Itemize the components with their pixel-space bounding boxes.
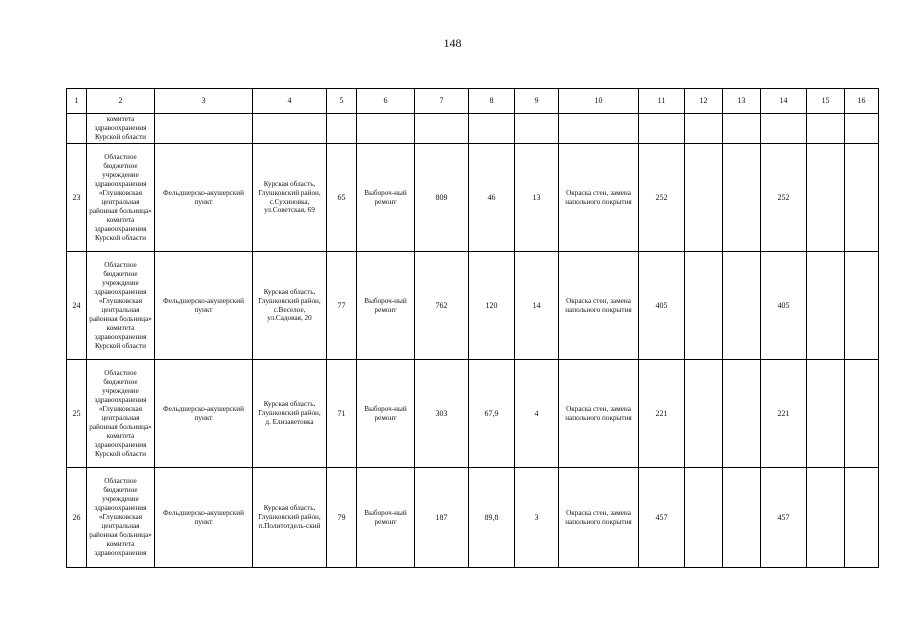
col5-cell [327,114,357,144]
works-cell: Окраска стен, замена напольного покрытия [559,360,639,468]
col7-cell: 762 [415,252,469,360]
col8-cell: 120 [469,252,515,360]
col8-cell: 89,8 [469,468,515,568]
organization-cell: Областное бюджетное учреждение здравоохранения «Глушковская центральная районная больница» комитета здравоохранения Курской области [87,144,155,252]
col16-cell [845,144,879,252]
works-cell: Окраска стен, замена напольного покрытия [559,144,639,252]
col13-cell [723,144,761,252]
col7-cell: 809 [415,144,469,252]
table-header-row [67,89,879,114]
organization-cell: Областное бюджетное учреждение здравоохранения «Глушковская центральная районная больница» комитета здравоохранения [87,468,155,568]
work-type-cell: Выбороч-ный ремонт [357,468,415,568]
col14-cell: 221 [761,360,807,468]
col14-cell: 457 [761,468,807,568]
work-type-cell: Выбороч-ный ремонт [357,252,415,360]
col12-cell [685,252,723,360]
address-cell: Курская область, Глушковский район, п.Политотдель-ский [253,468,327,568]
col9-cell: 3 [515,468,559,568]
column-header-6: 6 [357,89,415,114]
column-header-14: 14 [761,89,807,114]
row-number: 23 [67,144,87,252]
col13-cell [723,360,761,468]
col16-cell [845,360,879,468]
col11-cell: 221 [639,360,685,468]
address-cell: Курская область, Глушковский район, с.Веселое, ул.Садовая, 20 [253,252,327,360]
col15-cell [807,252,845,360]
table-container [66,88,878,568]
data-table [66,88,879,568]
column-header-12: 12 [685,89,723,114]
col12-cell [685,144,723,252]
column-header-7: 7 [415,89,469,114]
col12-cell [685,360,723,468]
col5-cell: 77 [327,252,357,360]
column-header-4: 4 [253,89,327,114]
col8-cell: 67,9 [469,360,515,468]
col7-cell: 303 [415,360,469,468]
col9-cell: 13 [515,144,559,252]
object-cell: Фельдшерско-акушерский пункт [155,468,253,568]
object-cell: Фельдшерско-акушерский пункт [155,360,253,468]
column-header-10: 10 [559,89,639,114]
work-type-cell: Выбороч-ный ремонт [357,144,415,252]
col9-cell: 4 [515,360,559,468]
column-header-15: 15 [807,89,845,114]
col13-cell [723,468,761,568]
column-header-11: 11 [639,89,685,114]
row-number: 26 [67,468,87,568]
col7-cell [415,114,469,144]
col14-cell [761,114,807,144]
col11-cell: 252 [639,144,685,252]
table-row [67,468,879,568]
table-row [67,114,879,144]
object-cell [155,114,253,144]
works-cell [559,114,639,144]
organization-cell: комитета здравоохранения Курской области [87,114,155,144]
col16-cell [845,252,879,360]
column-header-2: 2 [87,89,155,114]
col11-cell: 457 [639,468,685,568]
col5-cell: 65 [327,144,357,252]
col15-cell [807,144,845,252]
col11-cell: 405 [639,252,685,360]
col9-cell: 14 [515,252,559,360]
col7-cell: 187 [415,468,469,568]
works-cell: Окраска стен, замена напольного покрытия [559,468,639,568]
col14-cell: 252 [761,144,807,252]
col11-cell [639,114,685,144]
col16-cell [845,114,879,144]
works-cell: Окраска стен, замена напольного покрытия [559,252,639,360]
col14-cell: 405 [761,252,807,360]
col8-cell: 46 [469,144,515,252]
column-header-3: 3 [155,89,253,114]
page-number: 148 [443,36,462,50]
table-row [67,144,879,252]
work-type-cell: Выбороч-ный ремонт [357,360,415,468]
organization-cell: Областное бюджетное учреждение здравоохранения «Глушковская центральная районная больница» комитета здравоохранения Курской области [87,252,155,360]
col9-cell [515,114,559,144]
column-header-8: 8 [469,89,515,114]
col8-cell [469,114,515,144]
column-header-9: 9 [515,89,559,114]
col12-cell [685,114,723,144]
col13-cell [723,252,761,360]
column-header-5: 5 [327,89,357,114]
table-row [67,360,879,468]
row-number: 24 [67,252,87,360]
address-cell: Курская область, Глушковский район, с.Сухиновка, ул.Советская, 69 [253,144,327,252]
col5-cell: 79 [327,468,357,568]
column-header-16: 16 [845,89,879,114]
object-cell: Фельдшерско-акушерский пункт [155,144,253,252]
address-cell [253,114,327,144]
work-type-cell [357,114,415,144]
row-number: 25 [67,360,87,468]
col15-cell [807,114,845,144]
organization-cell: Областное бюджетное учреждение здравоохранения «Глушковская центральная районная больница» комитета здравоохранения Курской области [87,360,155,468]
col16-cell [845,468,879,568]
table-row [67,252,879,360]
column-header-1: 1 [67,89,87,114]
col5-cell: 71 [327,360,357,468]
col15-cell [807,468,845,568]
address-cell: Курская область, Глушковский район, д. Елизаветовка [253,360,327,468]
column-header-13: 13 [723,89,761,114]
row-number [67,114,87,144]
col13-cell [723,114,761,144]
col12-cell [685,468,723,568]
col15-cell [807,360,845,468]
object-cell: Фельдшерско-акушерский пункт [155,252,253,360]
